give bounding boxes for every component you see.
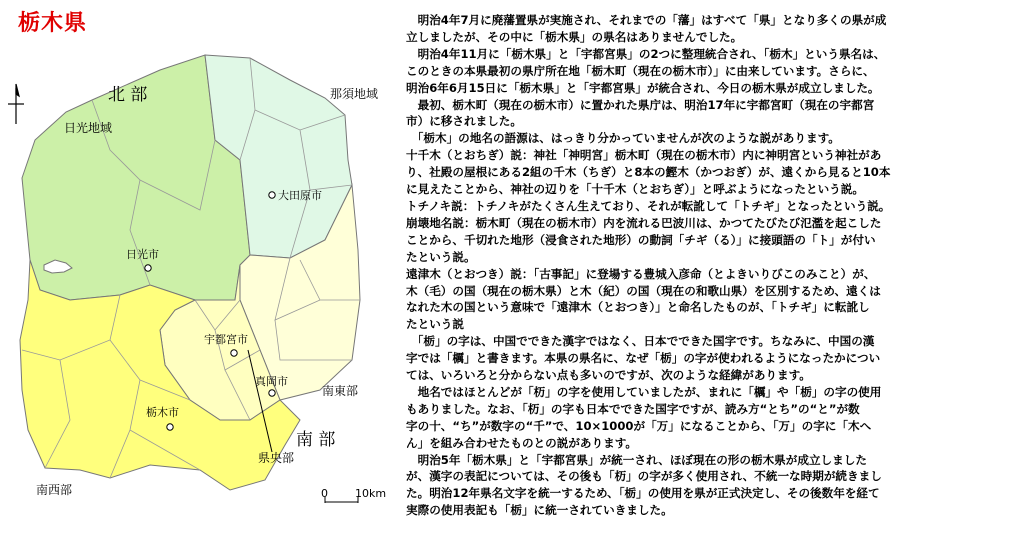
- text-line: 崩壊地名説：栃木町（現在の栃木市）内を流れる巴波川は、かつてたびたび氾濫を起こした: [406, 215, 882, 230]
- text-line: 遠津木（とおつき）説：「古事記」に登場する豊城入彦命（とよきいりびこのみこと）が、: [406, 266, 876, 281]
- city-marker-nikko: [145, 265, 151, 271]
- text-line: 地名ではほとんどが「杤」の字を使用していましたが、まれに「櫔」や「栃」の字の使用: [406, 384, 882, 399]
- nasu-area-label: 那須地域: [330, 87, 379, 101]
- central-label: 県央部: [258, 451, 295, 465]
- text-line: ん」を組み合わせたものとの説があります。: [406, 435, 637, 450]
- text-line: 木（毛）の国（現在の栃木県）と木（紀）の国（現在の和歌山県）を区別するため、遠くは: [406, 283, 881, 298]
- text-line: なれた木の国という意味で「遠津木（とおつき）」と命名したものが、「トチギ」に転訛し: [406, 300, 870, 315]
- city-marker-tochigi: [167, 424, 173, 430]
- history-text: [406, 12, 1020, 519]
- text-line: が、漢字の表記については、その後も「杤」の字が多く使用され、不統一な時期が続きまし: [406, 469, 882, 484]
- text-line: もありました。なお、「杤」の字も日本でできた国字ですが、読み方“とち”の“と”が数: [406, 401, 860, 416]
- text-line: 立しましたが、その中に「栃木県」の県名はありませんでした。: [406, 29, 743, 44]
- page-title: 栃木県: [18, 11, 88, 36]
- text-line: に見えたことから、神社の辺りを「十千木（とおちぎ）」と呼ぶようになったという説。: [406, 182, 864, 197]
- text-line: 字では「櫔」と書きます。本県の県名に、なぜ「栃」の字が使われるようになったかについ: [406, 351, 881, 366]
- southeast-label: 南東部: [322, 384, 359, 398]
- southwest-label: 南西部: [36, 483, 73, 497]
- text-line: ことから、千切れた地形（浸食された地形）の動詞「チギ（る）」に接頭語の「ト」が付い: [406, 232, 876, 247]
- scale-bar: [321, 487, 386, 503]
- city-label-moka: 真岡市: [255, 375, 288, 388]
- city-label-otawara: 大田原市: [278, 189, 322, 202]
- scale-ten-label: 10km: [355, 487, 387, 500]
- text-line: 「栃木」の地名の語源は、はっきり分かっていませんが次のような説があります。: [406, 131, 840, 146]
- nikko-area-label: 日光地域: [64, 121, 113, 135]
- text-line: た。明治12年県名文字を統一するため、「栃」の使用を県が正式決定し、その後数年を経て: [406, 486, 880, 501]
- region-north-label: 北 部: [108, 85, 148, 105]
- city-label-nikko: 日光市: [126, 248, 159, 261]
- city-label-utsunomiya: 宇都宮市: [204, 333, 248, 346]
- region-south-label: 南 部: [296, 430, 336, 450]
- scale-zero-label: 0: [321, 487, 328, 500]
- text-line: トチノキ説：トチノキがたくさん生えており、それが転訛して「トチギ」となったという説。: [406, 198, 891, 213]
- text-line: 最初、栃木町（現在の栃木市）に置かれた県庁は、明治17年に宇都宮町（現在の宇都宮: [406, 97, 875, 112]
- text-line: 実際の使用表記も「栃」に統一されていきました。: [406, 503, 673, 518]
- city-marker-utsunomiya: [231, 350, 237, 356]
- text-line: 明治4年11月に「栃木県」と「宇都宮県」の2つに整理統合され、「栃木」という県名は、: [406, 46, 886, 61]
- tochigi-map: [0, 40, 400, 533]
- text-line: 明治4年7月に廃藩置県が実施され、それまでの「藩」はすべて「県」となり多くの県が成: [406, 13, 887, 27]
- city-marker-otawara: [269, 192, 275, 198]
- city-label-tochigi: 栃木市: [146, 406, 179, 419]
- text-line: 字の十、“ち”が数字の“千”で、10×1000が「万」になることから、「万」の字に「木へ: [406, 418, 872, 433]
- text-line: 明治6年6月15日に「栃木県」と「宇都宮県」が統合され、今日の栃木県が成立しました。: [406, 80, 880, 95]
- text-line: ては、いろいろと分からない点も多いのですが、次のような経緯があります。: [406, 368, 811, 383]
- text-line: 「栃」の字は、中国でできた漢字ではなく、日本でできた国字です。ちなみに、中国の漢: [406, 334, 875, 349]
- text-line: 市）に移されました。: [406, 114, 522, 129]
- north-arrow: [8, 84, 24, 124]
- text-line: このときの本県最初の県庁所在地「栃木町（現在の栃木市）」に由来しています。さらに、: [406, 63, 875, 78]
- text-line: たという説。: [406, 249, 476, 264]
- city-marker-moka: [269, 390, 275, 396]
- text-line: り、社殿の屋根にある2組の千木（ちぎ）と8本の鰹木（かつおぎ）が、遠くから見ると10本: [406, 165, 891, 180]
- text-line: 明治5年「栃木県」と「宇都宮県」が統一され、ほぼ現在の形の栃木県が成立しました: [406, 452, 867, 467]
- text-line: 十千木（とおちぎ）説：神社「神明宮」栃木町（現在の栃木市）内に神明宮という神社があ: [406, 148, 882, 163]
- text-line: たという説: [406, 317, 464, 332]
